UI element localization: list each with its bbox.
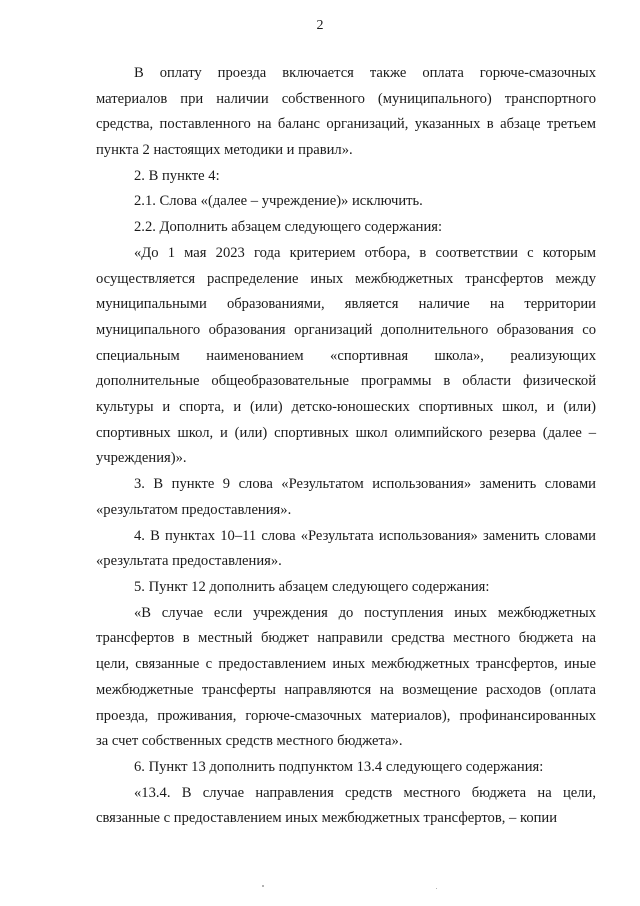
- text-line: дополнительные общеобразовательные программы в области физической: [96, 373, 596, 389]
- text-line: материалов при наличии собственного (муниципального) транспортного: [96, 91, 596, 107]
- text-line: 2.1. Слова «(далее – учреждение)» исключить.: [134, 193, 423, 209]
- text-line: культуры и спорта, и (или) детско-юношеских спортивных школ, и (или): [96, 399, 596, 415]
- text-line: трансфертов в местный бюджет направили средства местного бюджета на: [96, 630, 596, 646]
- text-line: «результатом предоставления».: [96, 502, 292, 518]
- text-line: спортивных школ, и (или) спортивных школ олимпийского резерва (далее –: [96, 425, 596, 441]
- page-number: 2: [316, 18, 324, 33]
- text-line: «результата предоставления».: [96, 553, 282, 569]
- text-line: пункта 2 настоящих методики и правил».: [96, 142, 353, 158]
- text-line: учреждения)».: [96, 450, 187, 466]
- text-line: муниципальными образованиями, является наличие на территории: [96, 296, 596, 312]
- text-line: 3. В пункте 9 слова «Результатом использования» заменить словами: [134, 476, 596, 492]
- text-line: 4. В пунктах 10–11 слова «Результата использования» заменить словами: [134, 528, 596, 544]
- text-line: специальным наименованием «спортивная школа», реализующих: [96, 348, 596, 364]
- text-line: «13.4. В случае направления средств местного бюджета на цели,: [134, 785, 596, 801]
- text-line: связанные с предоставлением иных межбюджетных трансфертов, – копии: [96, 810, 558, 826]
- text-line: 2.2. Дополнить абзацем следующего содержания:: [134, 219, 443, 235]
- text-line: за счет собственных средств местного бюджета».: [96, 733, 403, 749]
- text-line: цели, связанные с предоставлением иных межбюджетных трансфертов, иные: [96, 656, 596, 672]
- scan-speck: [262, 885, 264, 887]
- text-line: 6. Пункт 13 дополнить подпунктом 13.4 следующего содержания:: [134, 759, 544, 775]
- text-line: 5. Пункт 12 дополнить абзацем следующего содержания:: [134, 579, 490, 595]
- text-line: В оплату проезда включается также оплата горюче-смазочных: [134, 65, 596, 81]
- text-line: «В случае если учреждения до поступления иных межбюджетных: [134, 605, 596, 621]
- text-line: «До 1 мая 2023 года критерием отбора, в соответствии с которым: [134, 245, 596, 261]
- text-line: проезда, проживания, горюче-смазочных материалов), профинансированных: [96, 708, 596, 724]
- text-line: осуществляется распределение иных межбюджетных трансфертов между: [96, 271, 596, 287]
- text-line: средства, поставленного на баланс организаций, указанных в абзаце третьем: [96, 116, 596, 132]
- scan-speck: [436, 888, 437, 889]
- text-line: муниципального образования организаций дополнительного образования со: [96, 322, 596, 338]
- text-line: межбюджетные трансферты направляются на возмещение расходов (оплата: [96, 682, 596, 698]
- text-line: 2. В пункте 4:: [134, 168, 220, 184]
